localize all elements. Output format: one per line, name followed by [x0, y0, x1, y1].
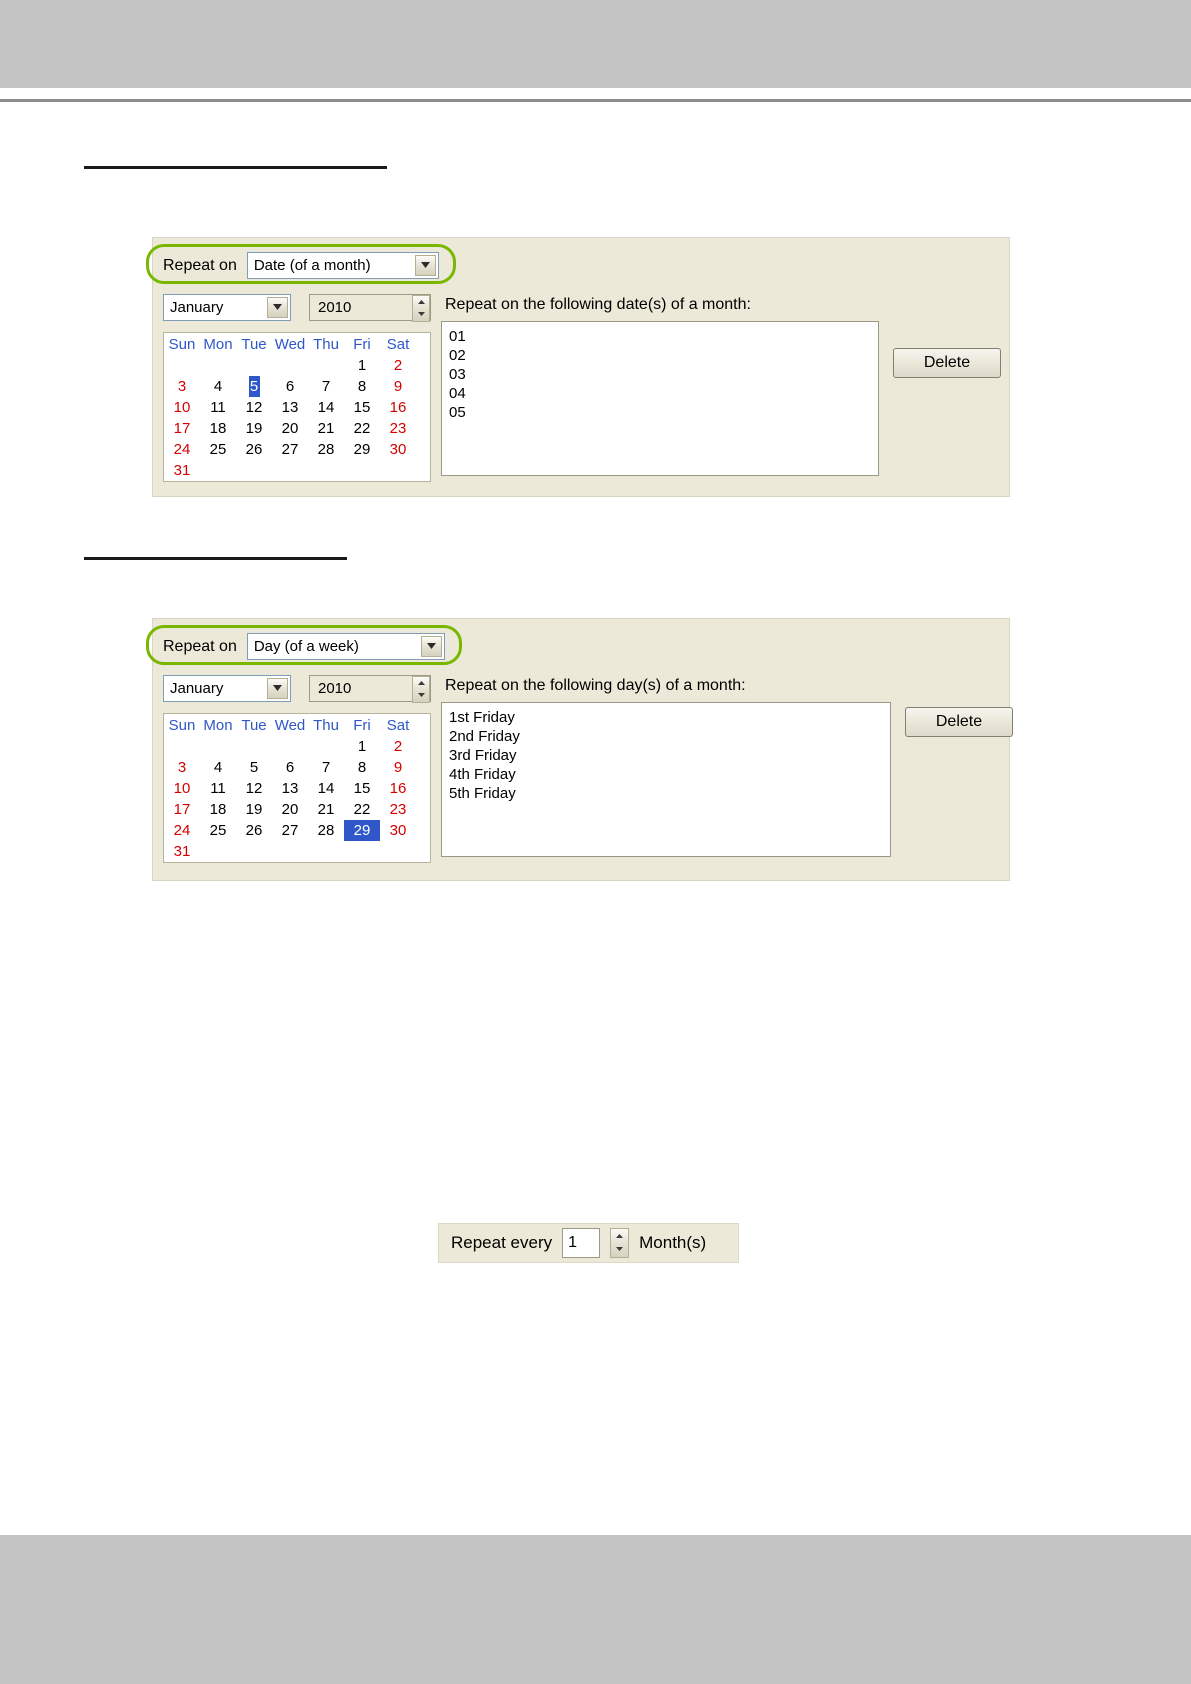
calendar-header-sun: Sun: [168, 336, 196, 353]
calendar-cell[interactable]: [272, 355, 308, 376]
calendar-cell[interactable]: 20: [281, 801, 299, 818]
calendar-cell[interactable]: 4: [213, 759, 223, 776]
chevron-down-icon[interactable]: [421, 636, 442, 657]
section-heading-rule-2: [84, 557, 347, 560]
calendar-week-row: [164, 397, 430, 418]
date-list-label: Repeat on the following date(s) of a month:: [445, 296, 751, 313]
repeat-on-label-date: Repeat on: [163, 256, 237, 274]
calendar-cell[interactable]: [236, 355, 272, 376]
calendar-cell[interactable]: 26: [245, 822, 263, 839]
list-item[interactable]: 1st Friday: [449, 709, 515, 726]
calendar-cell[interactable]: [200, 736, 236, 757]
calendar-header-thu: Thu: [313, 717, 339, 734]
calendar-cell[interactable]: 15: [353, 780, 371, 797]
calendar-cell[interactable]: 13: [281, 780, 299, 797]
day-list-label: Repeat on the following day(s) of a month:: [445, 677, 746, 694]
repeat-on-row-day: [163, 633, 445, 660]
calendar-cell[interactable]: 19: [245, 420, 263, 437]
calendar-cell[interactable]: 26: [245, 441, 263, 458]
calendar-cell[interactable]: 20: [281, 420, 299, 437]
calendar-cell[interactable]: [236, 460, 272, 481]
calendar-cell[interactable]: 25: [209, 822, 227, 839]
list-item[interactable]: 3rd Friday: [449, 747, 517, 764]
month-select-date[interactable]: [163, 294, 291, 321]
calendar-cell[interactable]: 28: [317, 441, 335, 458]
calendar-cell[interactable]: 31: [173, 843, 191, 860]
calendar-week-row: [164, 439, 430, 460]
calendar-cell[interactable]: [200, 841, 236, 862]
calendar-cell[interactable]: [308, 736, 344, 757]
header-divider: [0, 99, 1191, 102]
calendar-cell[interactable]: 12: [245, 399, 263, 416]
calendar-cell[interactable]: 21: [317, 420, 335, 437]
calendar-cell[interactable]: 3: [177, 759, 187, 776]
chevron-down-icon[interactable]: [267, 678, 288, 699]
calendar-cell[interactable]: 18: [209, 420, 227, 437]
calendar-header-mon: Mon: [203, 717, 233, 734]
day-list-box[interactable]: [441, 702, 891, 857]
repeat-every-block: [438, 1223, 739, 1263]
calendar-cell[interactable]: 14: [317, 780, 335, 797]
calendar-week-row: [164, 757, 430, 778]
repeat-on-select-day-value: Day (of a week): [253, 638, 359, 655]
calendar-header-sat: Sat: [386, 336, 410, 353]
calendar-cell[interactable]: 23: [389, 801, 407, 818]
list-item[interactable]: 02: [449, 347, 466, 364]
calendar-week-row: [164, 418, 430, 439]
calendar-cell[interactable]: 23: [389, 420, 407, 437]
calendar-cell[interactable]: 13: [281, 399, 299, 416]
calendar-week-row: [164, 355, 430, 376]
calendar-week-row: [164, 841, 430, 862]
calendar-cell[interactable]: 30: [389, 441, 407, 458]
month-select-day[interactable]: [163, 675, 291, 702]
calendar-week-row: [164, 778, 430, 799]
calendar-header-thu: Thu: [313, 336, 339, 353]
year-field-date-value: 2010: [318, 299, 352, 316]
calendar-cell[interactable]: 12: [245, 780, 263, 797]
calendar-cell[interactable]: 10: [173, 780, 191, 797]
calendar-cell[interactable]: 1: [357, 357, 367, 374]
page-header-band: [0, 0, 1191, 88]
month-year-row-date: [163, 294, 431, 321]
year-stepper-day[interactable]: [412, 676, 430, 703]
calendar-cell[interactable]: 22: [353, 801, 371, 818]
calendar-cell[interactable]: [164, 355, 200, 376]
calendar-cell[interactable]: 8: [357, 759, 367, 776]
repeat-every-stepper[interactable]: [610, 1228, 629, 1258]
calendar-cell-selected[interactable]: 5: [249, 378, 259, 395]
repeat-on-select-day[interactable]: [247, 633, 445, 660]
repeat-every-label: Repeat every: [451, 1233, 553, 1252]
year-field-date[interactable]: [309, 294, 431, 321]
repeat-on-date-panel: [152, 237, 1010, 497]
calendar-cell[interactable]: [308, 841, 344, 862]
calendar-cell[interactable]: 17: [173, 801, 191, 818]
list-item[interactable]: 01: [449, 328, 466, 345]
calendar-cell[interactable]: [236, 736, 272, 757]
calendar-week-row: [164, 736, 430, 757]
calendar-cell[interactable]: 29: [353, 441, 371, 458]
chevron-down-icon[interactable]: [267, 297, 288, 318]
list-item[interactable]: 05: [449, 404, 466, 421]
section-heading-rule-1: [84, 166, 387, 169]
repeat-on-select-date-value: Date (of a month): [253, 257, 371, 274]
calendar-cell[interactable]: 22: [353, 420, 371, 437]
calendar-header-fri: Fri: [353, 336, 371, 353]
calendar-day-headers-day: [164, 714, 430, 736]
delete-button-date[interactable]: Delete: [893, 348, 1001, 378]
calendar-cell[interactable]: 6: [285, 759, 295, 776]
list-item[interactable]: 03: [449, 366, 466, 383]
list-item[interactable]: 5th Friday: [449, 785, 516, 802]
calendar-cell[interactable]: 9: [393, 759, 403, 776]
calendar-cell[interactable]: 7: [321, 378, 331, 395]
calendar-cell[interactable]: 16: [389, 780, 407, 797]
calendar-cell[interactable]: [308, 355, 344, 376]
month-year-row-day: [163, 675, 431, 702]
calendar-week-row: [164, 799, 430, 820]
delete-button-day[interactable]: Delete: [905, 707, 1013, 737]
calendar-cell[interactable]: [236, 841, 272, 862]
calendar-cell[interactable]: 14: [317, 399, 335, 416]
year-field-day[interactable]: [309, 675, 431, 702]
calendar-cell[interactable]: 4: [213, 378, 223, 395]
repeat-on-row-date: [163, 252, 439, 279]
calendar-cell[interactable]: 9: [393, 378, 403, 395]
calendar-cell[interactable]: [164, 736, 200, 757]
calendar-cell[interactable]: 16: [389, 399, 407, 416]
stepper-up-icon[interactable]: [413, 296, 429, 308]
calendar-header-tue: Tue: [241, 336, 267, 353]
year-field-day-value: 2010: [318, 680, 352, 697]
calendar-header-wed: Wed: [274, 336, 306, 353]
calendar-cell[interactable]: 27: [281, 822, 299, 839]
calendar-header-wed: Wed: [274, 717, 306, 734]
calendar-cell[interactable]: 21: [317, 801, 335, 818]
calendar-cell[interactable]: [344, 460, 380, 481]
calendar-cell[interactable]: [272, 736, 308, 757]
calendar-cell[interactable]: [308, 460, 344, 481]
page-footer-band: [0, 1535, 1191, 1684]
repeat-every-unit-label: Month(s): [639, 1233, 707, 1252]
calendar-cell[interactable]: [272, 460, 308, 481]
calendar-cell[interactable]: 5: [249, 759, 259, 776]
calendar-cell[interactable]: [344, 841, 380, 862]
calendar-cell[interactable]: 24: [173, 441, 191, 458]
calendar-cell[interactable]: [380, 841, 416, 862]
stepper-down-icon[interactable]: [413, 308, 429, 320]
repeat-on-day-panel: [152, 618, 1010, 881]
calendar-cell[interactable]: 24: [173, 822, 191, 839]
calendar-cell[interactable]: 11: [210, 780, 226, 797]
calendar-cell[interactable]: 18: [209, 801, 227, 818]
repeat-on-select-date[interactable]: [247, 252, 439, 279]
month-select-day-value: January: [170, 680, 224, 697]
list-item[interactable]: 04: [449, 385, 466, 402]
stepper-up-icon[interactable]: [611, 1229, 628, 1242]
calendar-cell[interactable]: [200, 460, 236, 481]
calendar-cell[interactable]: 19: [245, 801, 263, 818]
calendar-cell[interactable]: 2: [393, 738, 403, 755]
date-list-box[interactable]: [441, 321, 879, 476]
calendar-date[interactable]: [163, 332, 431, 482]
month-select-date-value: January: [170, 299, 224, 316]
calendar-cell[interactable]: [380, 460, 416, 481]
calendar-cell[interactable]: 11: [210, 399, 226, 416]
stepper-up-icon[interactable]: [413, 677, 429, 689]
calendar-header-fri: Fri: [353, 717, 371, 734]
calendar-cell[interactable]: 7: [321, 759, 331, 776]
calendar-cell[interactable]: 28: [317, 822, 335, 839]
chevron-down-icon[interactable]: [415, 255, 436, 276]
calendar-cell[interactable]: 17: [173, 420, 191, 437]
calendar-week-row: [164, 460, 430, 481]
calendar-cell-selected[interactable]: 29: [344, 820, 380, 841]
calendar-cell[interactable]: [272, 841, 308, 862]
calendar-day-headers-date: [164, 333, 430, 355]
calendar-header-sun: Sun: [168, 717, 196, 734]
calendar-cell[interactable]: 6: [285, 378, 295, 395]
calendar-header-sat: Sat: [386, 717, 410, 734]
stepper-down-icon[interactable]: [611, 1242, 628, 1255]
calendar-cell[interactable]: 31: [173, 462, 191, 479]
calendar-week-row: [164, 376, 430, 397]
calendar-cell[interactable]: 25: [209, 441, 227, 458]
calendar-header-mon: Mon: [203, 336, 233, 353]
calendar-cell[interactable]: 27: [281, 441, 299, 458]
calendar-week-row: [164, 820, 430, 841]
stepper-down-icon[interactable]: [413, 689, 429, 701]
calendar-cell[interactable]: 3: [177, 378, 187, 395]
calendar-cell[interactable]: 15: [353, 399, 371, 416]
calendar-day[interactable]: [163, 713, 431, 863]
calendar-cell[interactable]: 1: [357, 738, 367, 755]
list-item[interactable]: 2nd Friday: [449, 728, 520, 745]
repeat-every-input[interactable]: 1: [562, 1228, 600, 1258]
year-stepper-date[interactable]: [412, 295, 430, 322]
repeat-on-label-day: Repeat on: [163, 637, 237, 655]
calendar-header-tue: Tue: [241, 717, 267, 734]
calendar-cell[interactable]: 30: [389, 822, 407, 839]
list-item[interactable]: 4th Friday: [449, 766, 516, 783]
calendar-cell[interactable]: 10: [173, 399, 191, 416]
calendar-cell[interactable]: 8: [357, 378, 367, 395]
calendar-cell[interactable]: 2: [393, 357, 403, 374]
calendar-cell[interactable]: [200, 355, 236, 376]
